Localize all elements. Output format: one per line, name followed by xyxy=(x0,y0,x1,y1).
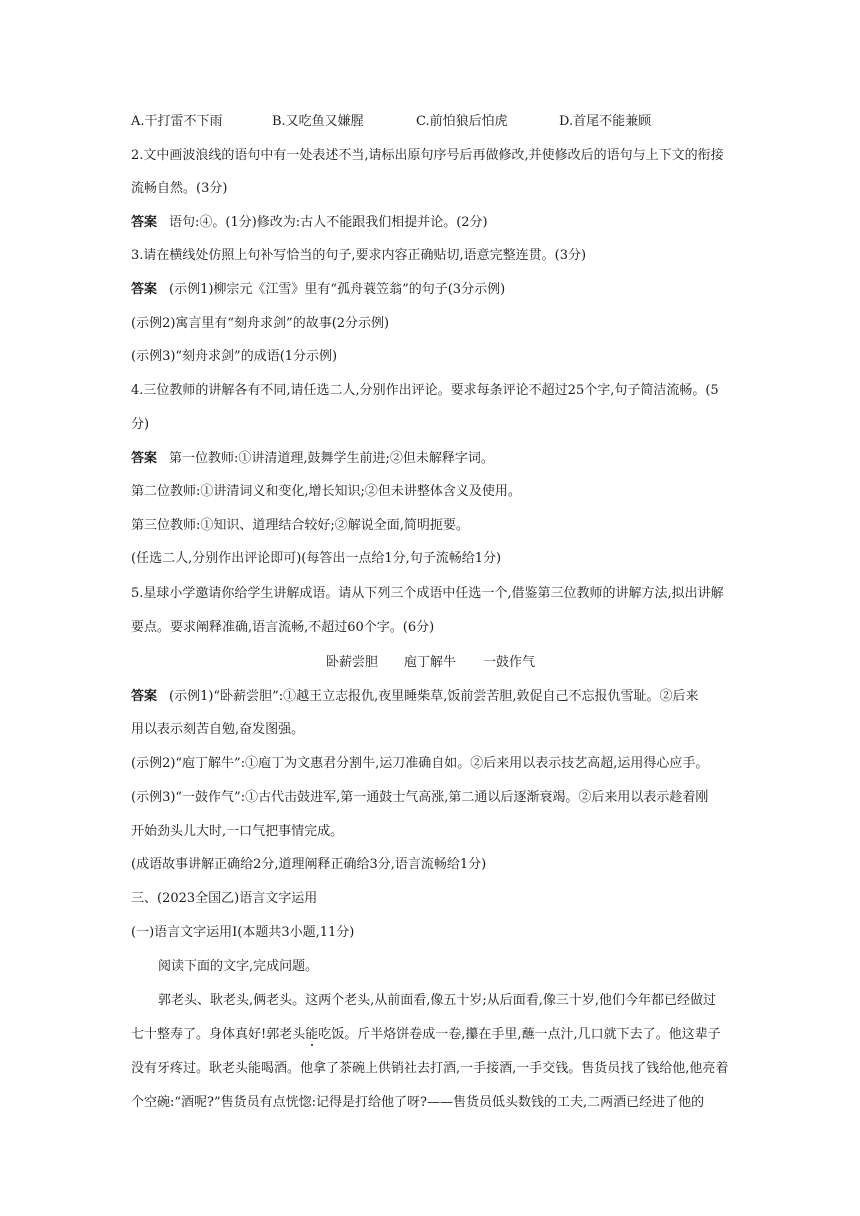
answer-example-1: (示例1)柳宗元《江雪》里有“孤舟蓑笠翁”的句子(3分示例) xyxy=(169,282,506,297)
question-5-text-cont: 要点。要求阐释准确,语言流畅,不超过60个字。(6分) xyxy=(131,620,435,635)
scoring-note: (任选二人,分别作出评论即可)(每答出一点给1分,句子流畅给1分) xyxy=(131,551,502,566)
answer-example-3-cont: 开始劲头儿大时,一口气把事情完成。 xyxy=(131,824,344,839)
teacher-1-comment: 第一位教师:①讲清道理,鼓舞学生前进;②但未解释字词。 xyxy=(169,451,494,466)
option-c: C.前怕狼后怕虎 xyxy=(416,114,508,129)
option-b: B.又吃鱼又嫌腥 xyxy=(272,114,364,129)
teacher-2-comment: 第二位教师:①讲清词义和变化,增长知识;②但未讲整体含义及使用。 xyxy=(131,484,521,499)
passage-line-2 xyxy=(131,1025,721,1045)
question-4-text: 4.三位教师的讲解各有不同,请任选二人,分别作出评论。要求每条评论不超过25个字,句子简洁流畅。(5 xyxy=(131,383,719,398)
passage-text: 吃饭。斤半烙饼卷成一卷,攥在手里,蘸一点汁,几口就下去了。他这辈子 xyxy=(318,1027,721,1042)
reading-instruction: 阅读下面的文字,完成问题。 xyxy=(158,959,319,974)
question-3-text: 3.请在横线处仿照上句补写恰当的句子,要求内容正确贴切,语意完整连贯。(3分) xyxy=(131,248,587,263)
question-4-answer xyxy=(131,449,494,469)
passage-line-4: 个空碗:“酒呢?”售货员有点恍惚:记得是打给他了呀?——售货员低头数钱的工夫,二两酒已经进了他的 xyxy=(131,1095,705,1110)
question-3-answer xyxy=(131,280,505,300)
idiom-1: 卧薪尝胆 xyxy=(326,655,379,670)
subsection-heading: (一)语言文字运用Ⅰ(本题共3小题,11分) xyxy=(131,925,355,940)
question-2-text-cont: 流畅自然。(3分) xyxy=(131,181,228,196)
idiom-3: 一鼓作气 xyxy=(483,655,536,670)
answer-example-1-cont: 用以表示刻苦自勉,奋发图强。 xyxy=(131,722,305,737)
question-5-answer xyxy=(131,687,699,707)
option-d: D.首尾不能兼顾 xyxy=(559,114,652,129)
passage-line-3: 没有牙疼过。耿老头能喝酒。他拿了茶碗上供销社去打酒,一手接酒,一手交钱。售货员找了钱给他,他亮着 xyxy=(131,1061,729,1076)
answer-label: 答案 xyxy=(131,282,158,297)
answer-example-3: (示例3)“刻舟求剑”的成语(1分示例) xyxy=(131,349,338,364)
question-4-text-cont: 分) xyxy=(131,417,150,432)
idiom-2: 庖丁解牛 xyxy=(404,655,457,670)
answer-example-1: (示例1)“卧薪尝胆”:①越王立志报仇,夜里睡柴草,饭前尝苦胆,敦促自己不忘报仇雪耻。②后来 xyxy=(169,689,699,704)
emphasized-char: 能 xyxy=(305,1027,319,1042)
answer-label: 答案 xyxy=(131,689,158,704)
teacher-3-comment: 第三位教师:①知识、道理结合较好;②解说全面,简明扼要。 xyxy=(131,518,469,533)
question-5-text: 5.星球小学邀请你给学生讲解成语。请从下列三个成语中任选一个,借鉴第三位教师的讲解方法,拟出讲解 xyxy=(131,586,724,601)
answer-label: 答案 xyxy=(131,215,158,230)
scoring-note: (成语故事讲解正确给2分,道理阐释正确给3分,语言流畅给1分) xyxy=(131,857,487,872)
answer-label: 答案 xyxy=(131,451,158,466)
answer-text: 语句:④。(1分)修改为:古人不能跟我们相提并论。(2分) xyxy=(169,215,488,230)
section-heading: 三、(2023全国乙)语言文字运用 xyxy=(131,891,318,906)
answer-example-3: (示例3)“一鼓作气”:①古代击鼓进军,第一通鼓士气高涨,第二通以后逐渐衰竭。②后来用以表示趁着刚 xyxy=(131,790,709,805)
passage-text: 七十整寿了。身体真好!郭老头 xyxy=(131,1027,306,1042)
answer-example-2: (示例2)寓言里有“刻舟求剑”的故事(2分示例) xyxy=(131,316,390,331)
passage-line-1: 郭老头、耿老头,俩老头。这两个老头,从前面看,像五十岁;从后面看,像三十岁,他们今年都已经做过 xyxy=(158,993,717,1008)
answer-example-2: (示例2)“庖丁解牛”:①庖丁为文惠君分割牛,运刀准确自如。②后来用以表示技艺高超,运用得心应手。 xyxy=(131,756,709,771)
question-2-text: 2.文中画波浪线的语句中有一处表述不当,请标出原句序号后再做修改,并使修改后的语句与上下文的衔接 xyxy=(131,148,724,163)
option-a: A.干打雷不下雨 xyxy=(131,114,223,129)
question-2-answer xyxy=(131,213,488,233)
